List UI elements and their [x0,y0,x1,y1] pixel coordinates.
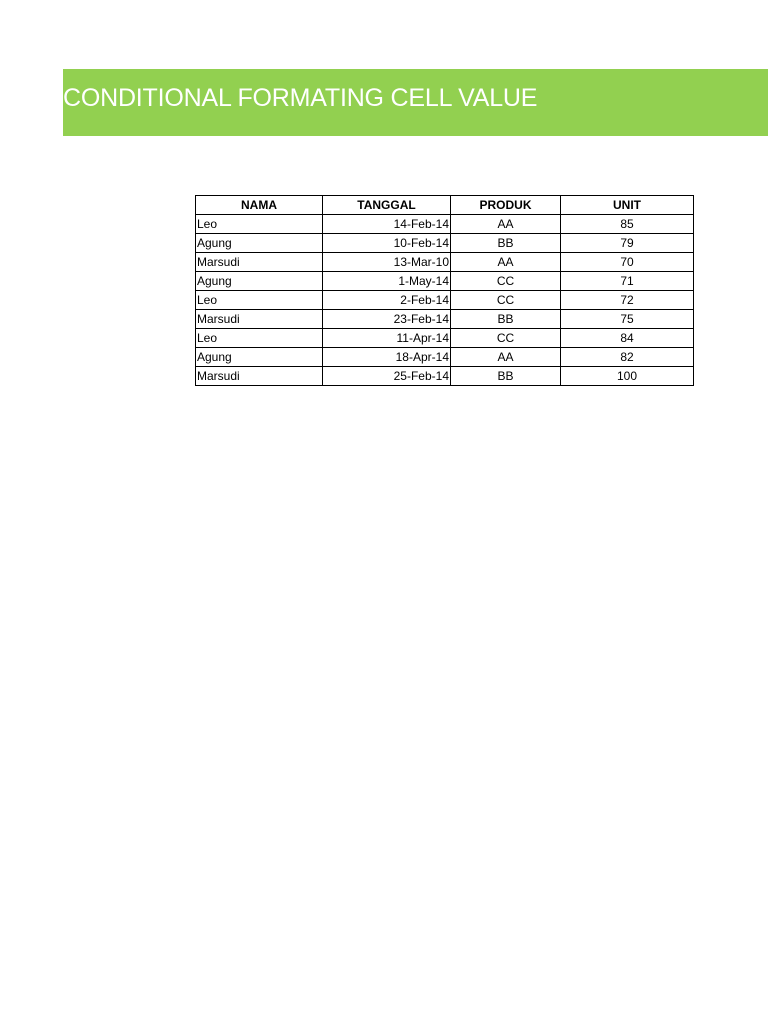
cell-produk[interactable]: AA [451,348,561,367]
table-row [196,367,694,386]
cell-unit[interactable]: 100 [561,367,694,386]
cell-tanggal[interactable]: 11-Apr-14 [323,329,451,348]
cell-tanggal[interactable]: 1-May-14 [323,272,451,291]
cell-nama[interactable]: Agung [196,348,323,367]
cell-unit[interactable]: 75 [561,310,694,329]
table-row [196,310,694,329]
header-nama[interactable]: NAMA [196,196,323,215]
table-row [196,291,694,310]
page-title: CONDITIONAL FORMATING CELL VALUE [63,84,538,112]
cell-unit[interactable]: 72 [561,291,694,310]
cell-unit[interactable]: 71 [561,272,694,291]
cell-tanggal[interactable]: 13-Mar-10 [323,253,451,272]
cell-tanggal[interactable]: 25-Feb-14 [323,367,451,386]
cell-nama[interactable]: Marsudi [196,367,323,386]
table-header-row [196,196,694,215]
table-row [196,234,694,253]
cell-produk[interactable]: BB [451,234,561,253]
table-row [196,329,694,348]
cell-nama[interactable]: Leo [196,215,323,234]
cell-produk[interactable]: BB [451,310,561,329]
cell-produk[interactable]: BB [451,367,561,386]
data-table [195,195,694,386]
header-produk[interactable]: PRODUK [451,196,561,215]
cell-produk[interactable]: AA [451,215,561,234]
cell-unit[interactable]: 84 [561,329,694,348]
cell-tanggal[interactable]: 18-Apr-14 [323,348,451,367]
table-row [196,253,694,272]
cell-nama[interactable]: Marsudi [196,310,323,329]
cell-tanggal[interactable]: 10-Feb-14 [323,234,451,253]
cell-nama[interactable]: Leo [196,291,323,310]
cell-produk[interactable]: CC [451,291,561,310]
cell-unit[interactable]: 79 [561,234,694,253]
cell-tanggal[interactable]: 2-Feb-14 [323,291,451,310]
cell-nama[interactable]: Marsudi [196,253,323,272]
cell-tanggal[interactable]: 14-Feb-14 [323,215,451,234]
table-row [196,348,694,367]
cell-nama[interactable]: Agung [196,272,323,291]
table-row [196,272,694,291]
cell-nama[interactable]: Agung [196,234,323,253]
cell-unit[interactable]: 70 [561,253,694,272]
cell-produk[interactable]: CC [451,329,561,348]
header-tanggal[interactable]: TANGGAL [323,196,451,215]
table-row [196,215,694,234]
cell-produk[interactable]: AA [451,253,561,272]
cell-tanggal[interactable]: 23-Feb-14 [323,310,451,329]
cell-produk[interactable]: CC [451,272,561,291]
cell-unit[interactable]: 85 [561,215,694,234]
cell-unit[interactable]: 82 [561,348,694,367]
title-banner [63,69,768,136]
header-unit[interactable]: UNIT [561,196,694,215]
cell-nama[interactable]: Leo [196,329,323,348]
